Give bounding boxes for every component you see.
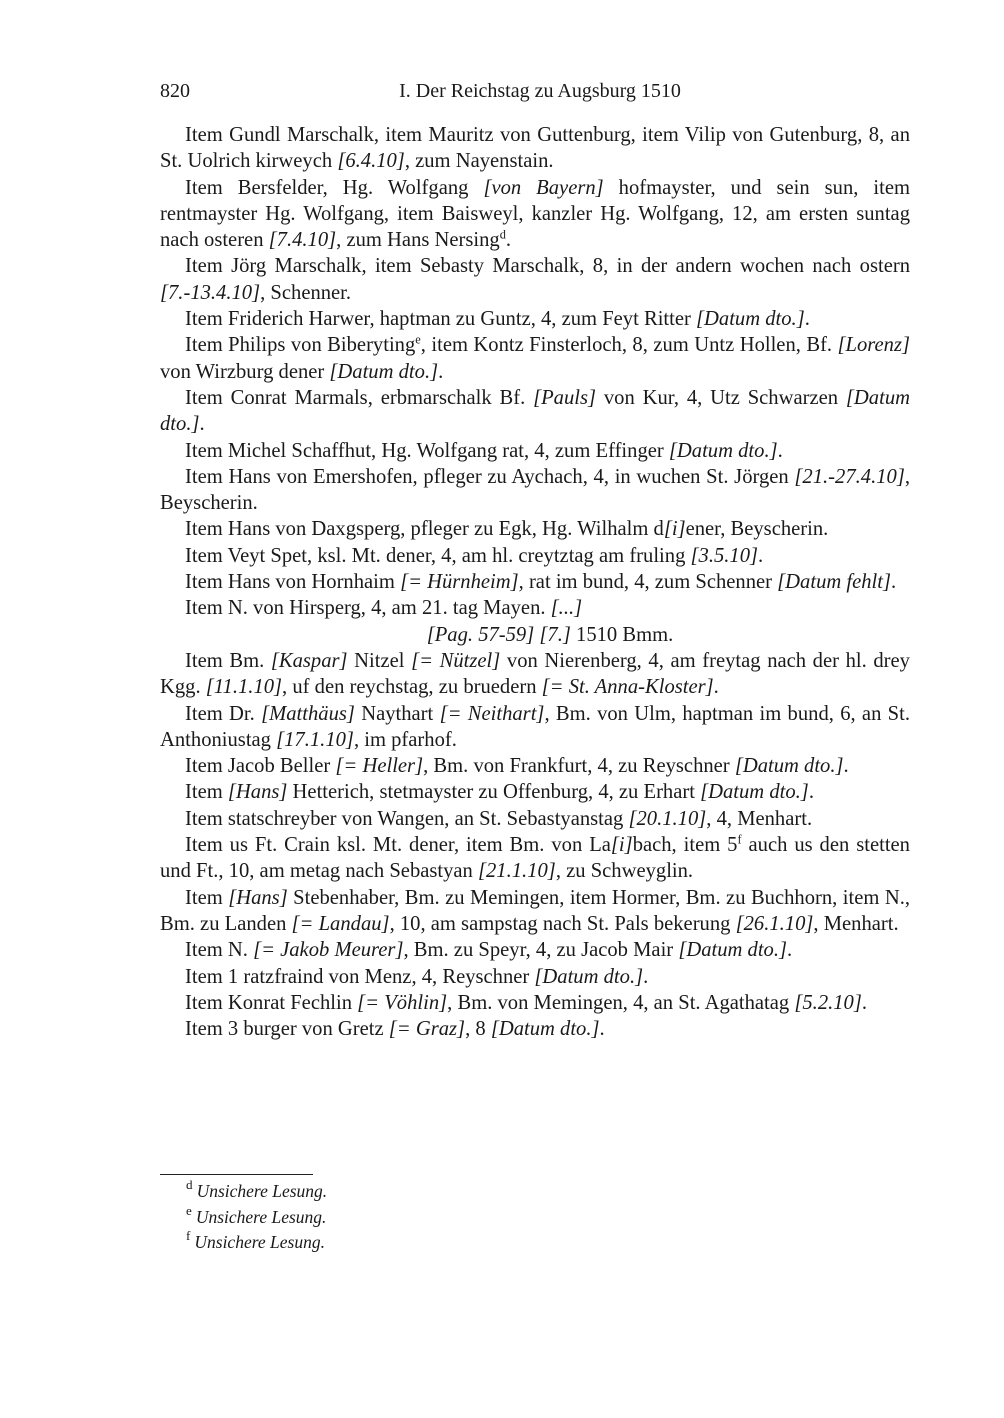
footnote-text: Unsichere Lesung. <box>196 1181 328 1201</box>
footnote-mark: d <box>186 1177 193 1193</box>
editorial-note: [20.1.10] <box>628 807 707 830</box>
text-segment: , Schenner. <box>260 281 352 304</box>
entry-paragraph <box>160 648 910 701</box>
editorial-note: [Matthäus] <box>261 702 355 725</box>
entry-paragraph <box>160 516 910 542</box>
footnote-reference: f <box>737 832 742 847</box>
editorial-note: [Datum dto.] <box>490 1018 600 1041</box>
text-segment: Item Veyt Spet, ksl. Mt. dener, 4, am hl. creytztag am fruling <box>185 544 691 567</box>
text-segment: . <box>787 939 793 962</box>
text-segment: Nitzel <box>347 649 412 672</box>
footnote <box>186 1179 327 1205</box>
entry-paragraph <box>160 806 910 832</box>
editorial-note: [= Graz] <box>388 1018 466 1041</box>
editorial-note: [Lorenz] <box>837 334 910 357</box>
editorial-note: [17.1.10] <box>276 728 354 751</box>
text-segment: Item Bm. <box>185 649 271 672</box>
editorial-note: [= Heller] <box>335 755 424 778</box>
text-segment: . <box>438 360 444 383</box>
text-segment: . <box>777 439 783 462</box>
footnote <box>186 1230 327 1256</box>
editorial-note: [Datum dto.] <box>734 755 844 778</box>
text-segment: von Kur, 4, Utz Schwarzen <box>596 386 846 409</box>
editorial-note: [3.5.10] <box>690 544 759 567</box>
text-segment: Item Friderich Harwer, haptman zu Guntz, 4, zum Feyt Ritter <box>185 308 697 331</box>
text-segment: , zum Nayenstain. <box>404 150 554 173</box>
text-segment: Item N. von Hirsperg, 4, am 21. tag Mayen. <box>185 597 551 620</box>
footnote-mark: f <box>186 1228 191 1244</box>
entry-paragraph <box>160 832 910 885</box>
editorial-note: [Datum dto.] <box>696 308 805 331</box>
editorial-note: [5.2.10] <box>794 991 862 1014</box>
text-segment: hofmayster, und sein sun, item rentmayster Hg. Wolfgang, item Baisweyl, kanzler Hg. Wolfgang, 12, am ersten suntag nach osteren <box>160 176 911 252</box>
entry-paragraph <box>160 1016 910 1042</box>
text-segment: Item Conrat Marmals, erbmarschalk Bf. <box>185 386 534 409</box>
editorial-note: [...] <box>550 597 583 620</box>
footnote-divider <box>160 1174 313 1175</box>
entry-paragraph <box>160 253 910 306</box>
text-segment: . <box>758 544 764 567</box>
text-segment: Item 1 ratzfraind von Menz, 4, Reyschner <box>185 965 535 988</box>
editorial-note: [Hans] <box>228 886 288 909</box>
text-segment: , Bm. von Ulm, haptman im bund, 6, an St. Anthoniustag <box>160 702 910 751</box>
text-segment: ener, Beyscherin. <box>685 518 829 541</box>
text-segment: , zu Schweyglin. <box>555 860 694 883</box>
text-segment: , im pfarhof. <box>353 728 457 751</box>
text-segment: , Bm. von Frankfurt, 4, zu Reyschner <box>423 755 735 778</box>
text-segment: . <box>643 965 649 988</box>
text-segment: Naythart <box>354 702 440 725</box>
entry-paragraph <box>160 569 910 595</box>
entry-paragraph <box>160 175 910 254</box>
editorial-note: [= Nützel] <box>411 649 501 672</box>
footnotes <box>186 1179 327 1256</box>
text-segment: Item Jörg Marschalk, item Sebasty Marschalk, 8, in der andern wochen nach ostern <box>185 255 910 278</box>
text-segment: Item Konrat Fechlin <box>185 991 358 1014</box>
page-header <box>160 80 910 108</box>
text-segment: Item Philips von Biberyting <box>185 334 416 357</box>
text-segment: auch us den stetten und Ft., 10, am metag nach Sebastyan <box>160 834 910 883</box>
text-segment: Item Gundl Marschalk, item Mauritz von Guttenburg, item Vilip von Gutenburg, 8, an St. Uolrich kirweych <box>160 124 910 173</box>
text-segment: . <box>599 1018 605 1041</box>
entry-paragraph <box>160 701 910 754</box>
editorial-note: [21.1.10] <box>478 860 556 883</box>
footnote <box>186 1202 327 1231</box>
text-segment: Item Jacob Beller <box>185 755 336 778</box>
entry-paragraph <box>160 385 910 438</box>
editorial-note: [11.1.10] <box>205 676 283 699</box>
editorial-note: [= Neithart] <box>439 702 545 725</box>
editorial-note: [7.-13.4.10] <box>160 281 261 304</box>
editorial-note: [Datum dto.] <box>160 386 910 436</box>
footnote-reference: e <box>415 332 421 347</box>
editorial-note: [i] <box>663 518 686 541</box>
text-segment: Item Michel Schaffhut, Hg. Wolfgang rat, 4, zum Effinger <box>185 439 669 462</box>
text-segment: Item Hans von Daxgsperg, pfleger zu Egk, Hg. Wilhalm d <box>185 518 664 541</box>
editorial-note: [= Vöhlin] <box>357 991 448 1014</box>
text-segment: Item N. <box>185 939 254 962</box>
text-segment: Item Hans von Hornhaim <box>185 571 401 594</box>
text-segment: , Bm. von Memingen, 4, an St. Agathatag <box>447 991 795 1014</box>
editorial-note: [7.4.10] <box>268 229 337 252</box>
entry-paragraph <box>160 937 910 963</box>
footnote-reference: d <box>499 227 506 242</box>
editorial-note: [= Landau] <box>291 912 390 935</box>
text-segment: . <box>713 676 719 699</box>
text-segment: . <box>861 991 868 1014</box>
entry-paragraph <box>160 885 910 938</box>
editorial-note: [= Hürnheim] <box>400 571 519 594</box>
text-segment: von Nierenberg, 4, am freytag nach der hl. drey Kgg. <box>160 649 910 699</box>
text-segment: Item Dr. <box>185 702 262 725</box>
page-number: 820 <box>160 80 190 102</box>
entry-paragraph <box>160 543 910 569</box>
text-segment: Item <box>185 886 229 909</box>
running-title: I. Der Reichstag zu Augsburg 1510 <box>399 80 681 102</box>
editorial-note: [26.1.10] <box>735 912 814 935</box>
editorial-note: [Hans] <box>227 781 288 804</box>
footnote-text: Unsichere Lesung. <box>194 1232 325 1252</box>
editorial-note: [von Bayern] <box>483 176 604 199</box>
text-segment: Item <box>185 781 228 804</box>
entry-paragraph <box>160 595 910 621</box>
footnote-text: Unsichere Lesung. <box>195 1206 327 1227</box>
editorial-note: [Kaspar] <box>270 649 348 672</box>
text-segment: , 4, Menhart. <box>706 807 813 830</box>
text-segment: Hetterich, stetmayster zu Offenburg, 4, zu Erhart <box>287 781 701 804</box>
text-segment: , Beyscherin. <box>160 465 910 515</box>
text-segment: . <box>505 229 512 252</box>
text-segment: . <box>808 781 814 804</box>
entry-paragraph <box>160 122 910 175</box>
text-segment: Stebenhaber, Bm. zu Memingen, item Hormer, Bm. zu Buchhorn, item N., Bm. zu Landen <box>160 886 910 935</box>
text-segment: Item 3 burger von Gretz <box>185 1018 389 1041</box>
editorial-note: [Datum fehlt] <box>777 571 892 594</box>
editorial-note: [21.-27.4.10] <box>794 465 905 488</box>
entry-paragraph <box>160 306 910 332</box>
entry-paragraph <box>160 990 910 1016</box>
text-segment: , uf den reychstag, zu bruedern <box>282 676 542 699</box>
text-segment: , zum Hans Nersing <box>336 229 500 252</box>
text-segment: Item Hans von Emershofen, pfleger zu Aychach, 4, in wuchen St. Jörgen <box>185 465 795 488</box>
text-segment: bach, item 5 <box>632 834 738 857</box>
editorial-note: [Datum dto.] <box>700 781 809 804</box>
main-text <box>160 122 910 1042</box>
entry-paragraph <box>160 438 910 464</box>
text-segment: , Bm. zu Speyr, 4, zu Jacob Mair <box>403 939 679 962</box>
text-segment: , rat im bund, 4, zum Schenner <box>518 571 778 594</box>
footnote-mark: e <box>186 1202 192 1218</box>
section-heading <box>160 622 910 648</box>
text-segment: Item Bersfelder, Hg. Wolfgang <box>185 176 484 199</box>
entry-paragraph <box>160 332 910 385</box>
editorial-note: [Pag. 57-59] [7.] <box>426 623 571 646</box>
entry-paragraph <box>160 964 910 990</box>
text-segment: , Menhart. <box>813 912 899 935</box>
entry-paragraph <box>160 779 910 805</box>
text-segment: . <box>804 308 810 331</box>
text-segment: . <box>843 755 849 778</box>
editorial-note: [i] <box>610 834 633 857</box>
text-segment: von Wirzburg dener <box>160 360 330 383</box>
editorial-note: [6.4.10] <box>337 150 405 173</box>
text-segment: , 8 <box>465 1018 491 1041</box>
text-segment: , 10, am sampstag nach St. Pals bekerung <box>389 912 736 935</box>
editorial-note: [= St. Anna-Kloster] <box>541 676 714 699</box>
entry-paragraph <box>160 464 910 517</box>
entry-paragraph <box>160 753 910 779</box>
editorial-note: [Datum dto.] <box>668 439 778 462</box>
editorial-note: [Datum dto.] <box>534 965 644 988</box>
text-segment: 1510 Bmm. <box>570 623 674 646</box>
editorial-note: [Datum dto.] <box>678 939 788 962</box>
text-segment: . <box>199 413 205 436</box>
editorial-note: [Datum dto.] <box>329 360 439 383</box>
text-segment: Item statschreyber von Wangen, an St. Sebastyanstag <box>185 807 629 830</box>
editorial-note: [Pauls] <box>533 386 597 409</box>
text-segment: , item Kontz Finsterloch, 8, zum Untz Hollen, Bf. <box>420 334 838 357</box>
editorial-note: [= Jakob Meurer] <box>253 939 404 962</box>
text-segment: Item us Ft. Crain ksl. Mt. dener, item Bm. von La <box>185 834 611 857</box>
text-segment: . <box>891 571 897 594</box>
